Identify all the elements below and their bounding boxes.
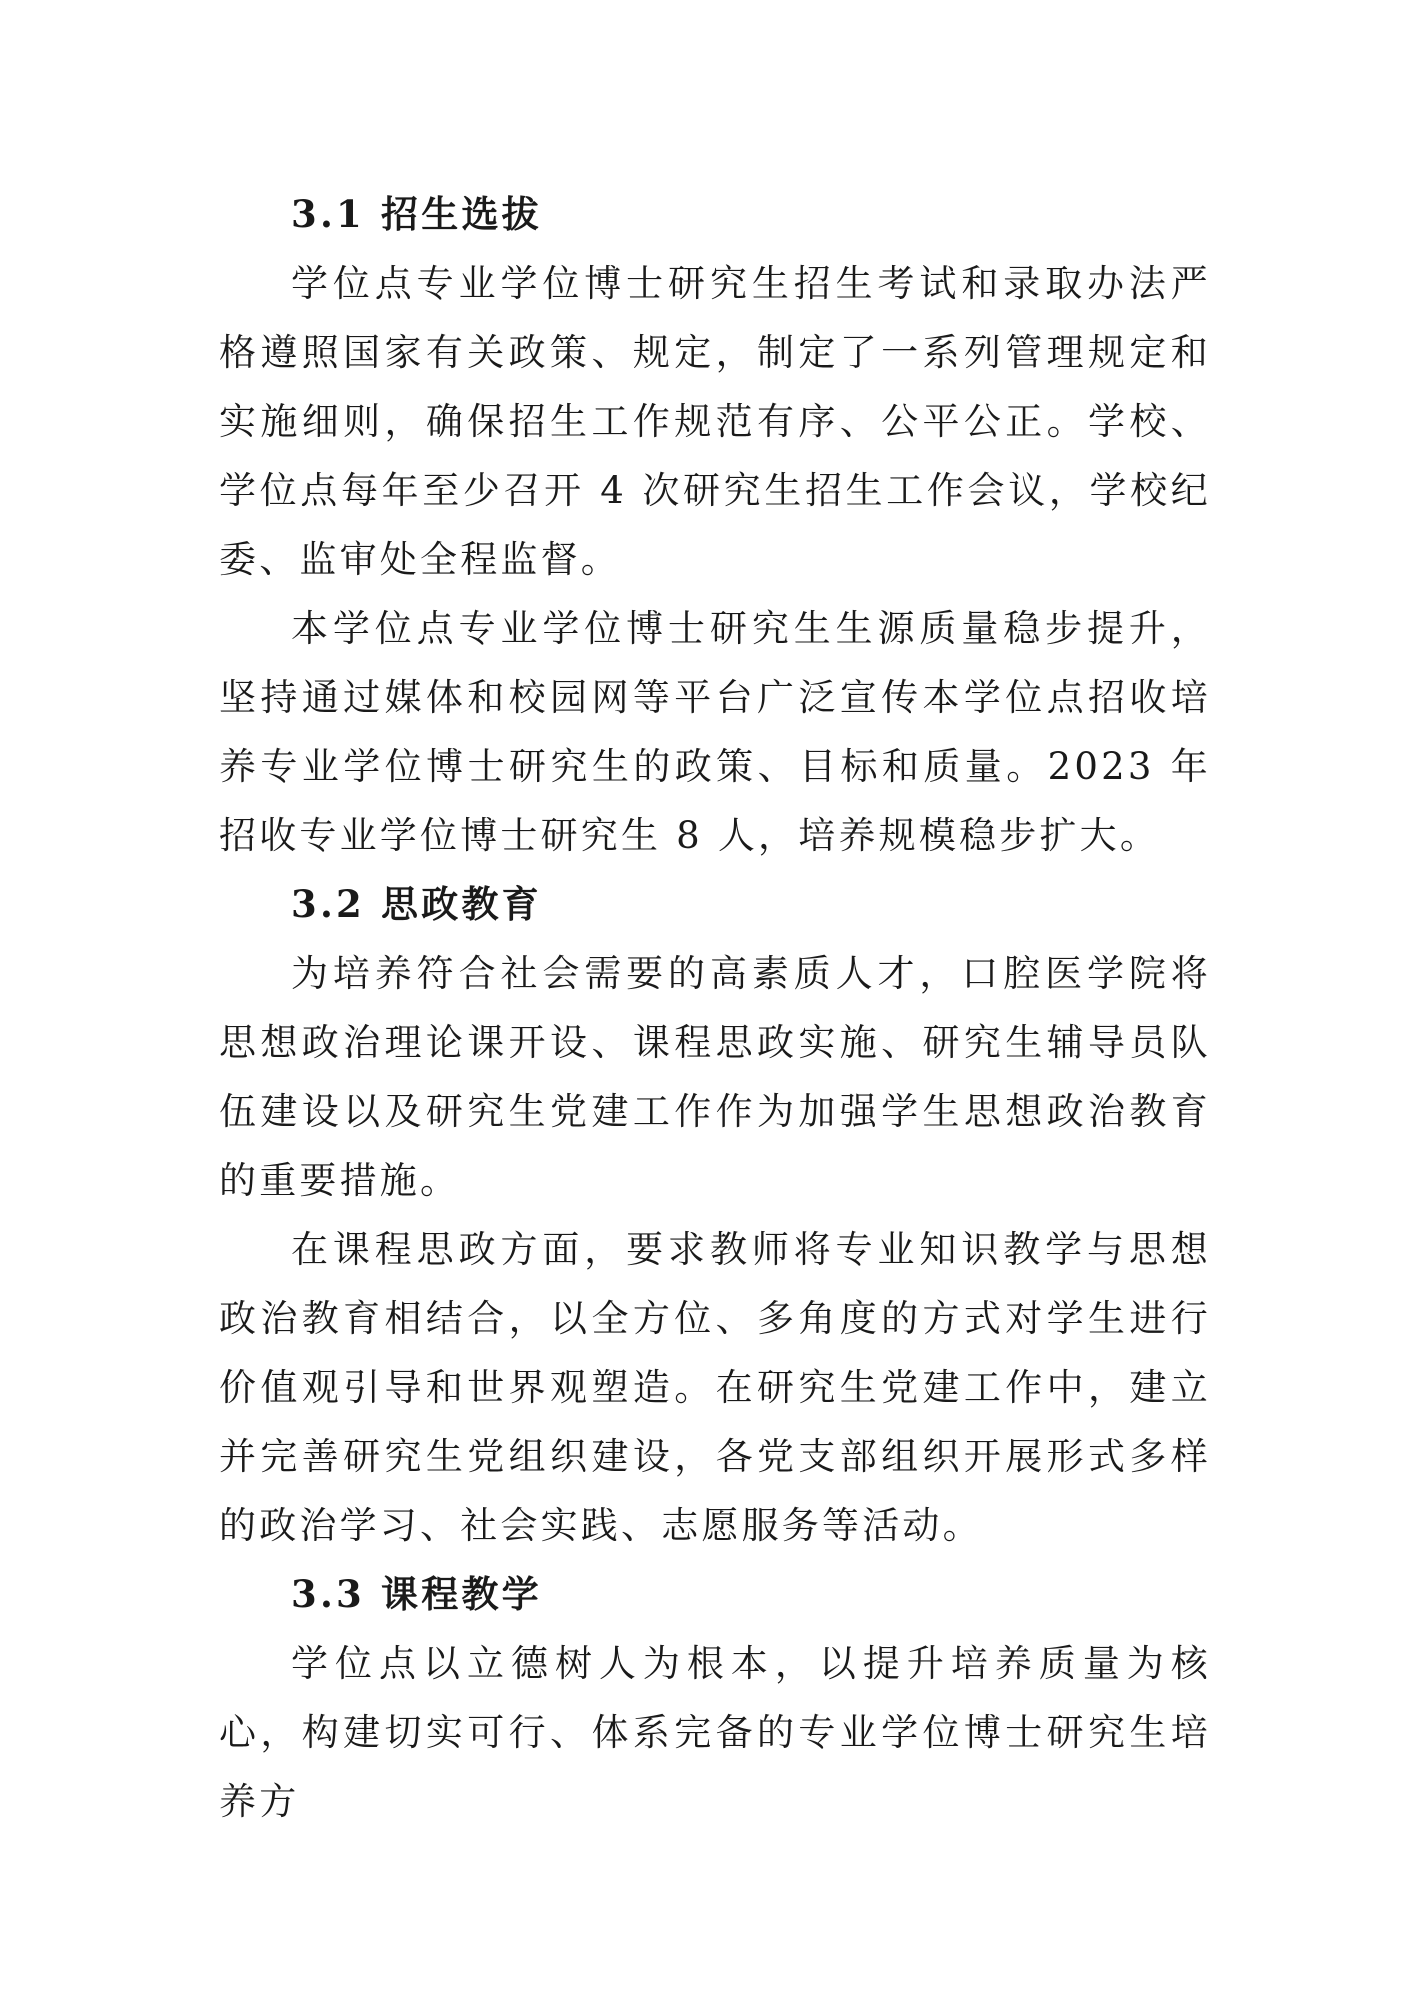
section-heading-3-1: 3.1 招生选拔 (291, 192, 542, 236)
document-body (219, 180, 1211, 1836)
paragraph-admission-quality: 本学位点专业学位博士研究生生源质量稳步提升，坚持通过媒体和校园网等平台广泛宣传本学位点招收培养专业学位博士研究生的政策、目标和质量。2023 年招收专业学位博士研究生 8 人，培养规模稳步扩大。 (219, 607, 1211, 857)
section-heading-3-3: 3.3 课程教学 (291, 1572, 542, 1616)
paragraph-course-teaching: 学位点以立德树人为根本，以提升培养质量为核心，构建切实可行、体系完备的专业学位博士研究生培养方 (219, 1642, 1211, 1823)
paragraph-ideological-measures: 为培养符合社会需要的高素质人才，口腔医学院将思想政治理论课开设、课程思政实施、研究生辅导员队伍建设以及研究生党建工作作为加强学生思想政治教育的重要措施。 (219, 952, 1211, 1202)
paragraph-course-ideology: 在课程思政方面，要求教师将专业知识教学与思想政治教育相结合，以全方位、多角度的方式对学生进行价值观引导和世界观塑造。在研究生党建工作中，建立并完善研究生党组织建设，各党支部组织开展形式多样的政治学习、社会实践、志愿服务等活动。 (219, 1228, 1211, 1547)
section-heading-3-2: 3.2 思政教育 (291, 882, 542, 926)
paragraph-admission-policy: 学位点专业学位博士研究生招生考试和录取办法严格遵照国家有关政策、规定，制定了一系列管理规定和实施细则，确保招生工作规范有序、公平公正。学校、学位点每年至少召开 4 次研究生招生工作会议，学校纪委、监审处全程监督。 (219, 262, 1211, 581)
